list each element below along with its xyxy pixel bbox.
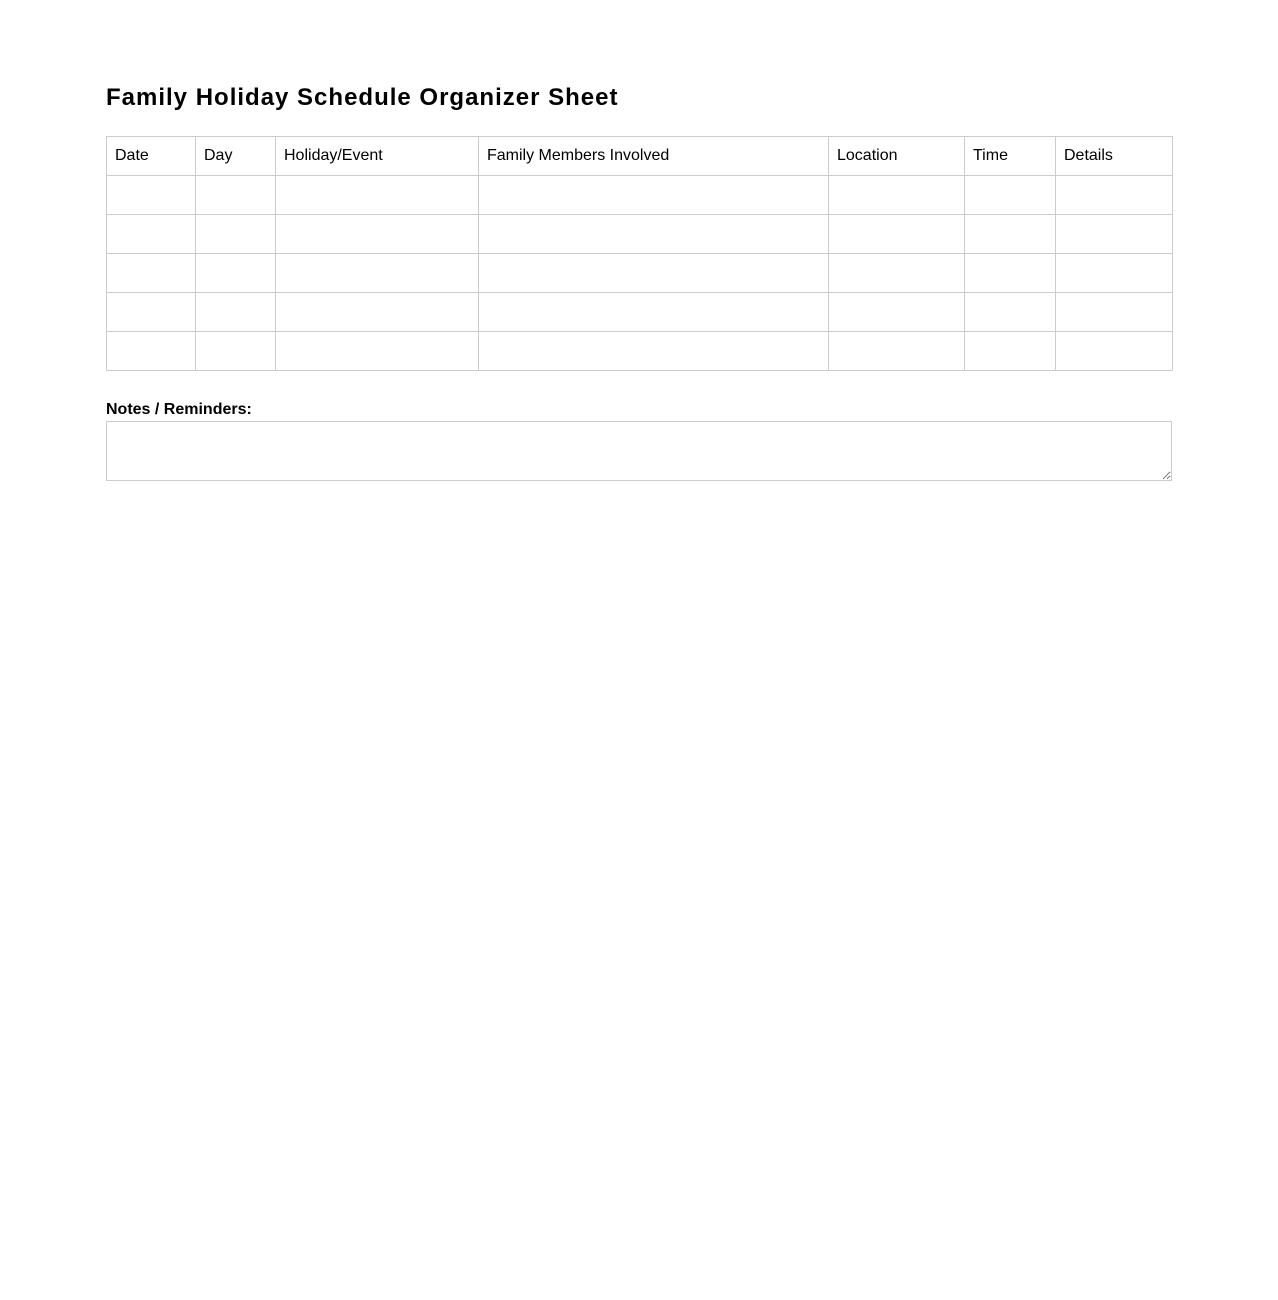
cell-details[interactable] bbox=[1056, 254, 1173, 293]
table-header-row bbox=[107, 137, 1173, 176]
cell-day[interactable] bbox=[196, 176, 276, 215]
table-row bbox=[107, 332, 1173, 371]
header-family-members: Family Members Involved bbox=[479, 137, 829, 176]
cell-date[interactable] bbox=[107, 254, 196, 293]
schedule-table bbox=[106, 136, 1173, 371]
cell-time[interactable] bbox=[965, 254, 1056, 293]
cell-location[interactable] bbox=[829, 254, 965, 293]
cell-location[interactable] bbox=[829, 293, 965, 332]
cell-location[interactable] bbox=[829, 215, 965, 254]
cell-time[interactable] bbox=[965, 215, 1056, 254]
cell-family-members[interactable] bbox=[479, 293, 829, 332]
page-title: Family Holiday Schedule Organizer Sheet bbox=[106, 84, 619, 111]
header-holiday-event: Holiday/Event bbox=[276, 137, 479, 176]
cell-details[interactable] bbox=[1056, 215, 1173, 254]
cell-details[interactable] bbox=[1056, 332, 1173, 371]
notes-label: Notes / Reminders: bbox=[106, 401, 252, 418]
cell-details[interactable] bbox=[1056, 176, 1173, 215]
cell-date[interactable] bbox=[107, 176, 196, 215]
cell-holiday-event[interactable] bbox=[276, 254, 479, 293]
cell-location[interactable] bbox=[829, 332, 965, 371]
header-day: Day bbox=[196, 137, 276, 176]
cell-holiday-event[interactable] bbox=[276, 215, 479, 254]
cell-day[interactable] bbox=[196, 254, 276, 293]
cell-holiday-event[interactable] bbox=[276, 176, 479, 215]
cell-family-members[interactable] bbox=[479, 332, 829, 371]
cell-time[interactable] bbox=[965, 176, 1056, 215]
header-location: Location bbox=[829, 137, 965, 176]
table-row bbox=[107, 293, 1173, 332]
cell-time[interactable] bbox=[965, 293, 1056, 332]
table-row bbox=[107, 215, 1173, 254]
cell-family-members[interactable] bbox=[479, 215, 829, 254]
header-date: Date bbox=[107, 137, 196, 176]
cell-location[interactable] bbox=[829, 176, 965, 215]
notes-textarea[interactable] bbox=[106, 421, 1172, 481]
cell-holiday-event[interactable] bbox=[276, 332, 479, 371]
cell-day[interactable] bbox=[196, 293, 276, 332]
cell-details[interactable] bbox=[1056, 293, 1173, 332]
cell-family-members[interactable] bbox=[479, 176, 829, 215]
cell-date[interactable] bbox=[107, 293, 196, 332]
cell-family-members[interactable] bbox=[479, 254, 829, 293]
table-row bbox=[107, 254, 1173, 293]
cell-time[interactable] bbox=[965, 332, 1056, 371]
document-page bbox=[106, 84, 1172, 481]
table-row bbox=[107, 176, 1173, 215]
cell-day[interactable] bbox=[196, 332, 276, 371]
header-details: Details bbox=[1056, 137, 1173, 176]
cell-holiday-event[interactable] bbox=[276, 293, 479, 332]
cell-date[interactable] bbox=[107, 332, 196, 371]
cell-date[interactable] bbox=[107, 215, 196, 254]
cell-day[interactable] bbox=[196, 215, 276, 254]
header-time: Time bbox=[965, 137, 1056, 176]
